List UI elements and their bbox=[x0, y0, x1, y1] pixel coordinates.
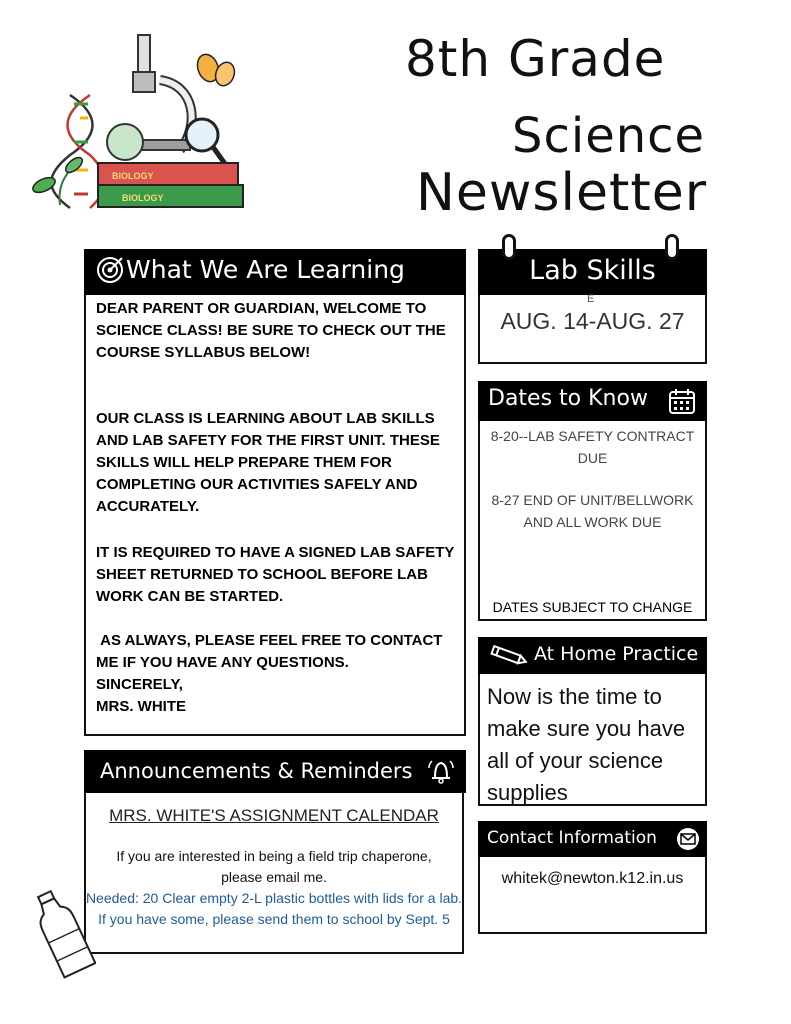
contact-heading: Contact Information bbox=[487, 828, 657, 848]
closing-sincerely: SINCERELY, bbox=[96, 676, 183, 693]
target-icon bbox=[96, 256, 124, 284]
dates-note: DATES SUBJECT TO CHANGE bbox=[492, 599, 693, 615]
title-line-2: Science bbox=[512, 108, 706, 164]
title-line-1: 8th Grade bbox=[405, 30, 666, 88]
lab-skills-stray-char: E bbox=[587, 293, 595, 305]
closing-contact-line: AS ALWAYS, PLEASE FEEL FREE TO CONTACT ME IF YOU HAVE ANY QUESTIONS. bbox=[96, 632, 447, 671]
pencil-icon bbox=[486, 643, 528, 667]
plastic-bottle-icon bbox=[30, 886, 96, 982]
home-practice-header bbox=[478, 637, 707, 674]
butterfly-icon bbox=[194, 51, 238, 88]
learning-paragraph-closing bbox=[96, 630, 456, 718]
learning-paragraph-unit: OUR CLASS IS LEARNING ABOUT LAB SKILLS AND LAB SAFETY FOR THE FIRST UNIT. THESE SKILLS WILL HELP PREPARE THEM FOR COMPLETING OUR ACTIVITIES SAFELY AND ACCURATELY. bbox=[96, 410, 440, 515]
announcements-header bbox=[84, 750, 466, 793]
date-item: 8-20--LAB SAFETY CONTRACT DUE bbox=[490, 428, 695, 466]
closing-signature: MRS. WHITE bbox=[96, 698, 186, 715]
contact-header bbox=[478, 821, 707, 857]
date-item: 8-27 END OF UNIT/BELLWORK AND ALL WORK DUE bbox=[491, 492, 694, 530]
home-practice-heading: At Home Practice bbox=[534, 643, 699, 665]
learning-paragraph-greeting: DEAR PARENT OR GUARDIAN, WELCOME TO SCIENCE CLASS! BE SURE TO CHECK OUT THE COURSE SYLLABUS BELOW! bbox=[96, 300, 446, 361]
binder-ring-icon bbox=[665, 234, 679, 260]
lab-skills-dates: AUG. 14-AUG. 27 bbox=[500, 308, 685, 334]
cell-icon bbox=[107, 124, 143, 160]
title-line-3: Newsletter bbox=[416, 163, 708, 223]
chaperone-notice: If you are interested in being a field trip chaperone, please email me. bbox=[116, 848, 432, 885]
book-top-label: BIOLOGY bbox=[112, 171, 154, 181]
learning-paragraph-safety: IT IS REQUIRED TO HAVE A SIGNED LAB SAFETY SHEET RETURNED TO SCHOOL BEFORE LAB WORK CAN BE STARTED. bbox=[96, 544, 455, 605]
science-illustration bbox=[30, 30, 245, 212]
contact-email-link[interactable]: whitek@newton.k12.in.us bbox=[501, 870, 684, 887]
bottles-needed-notice: Needed: 20 Clear empty 2-L plastic bottles with lids for a lab. If you have some, please send them to school by Sept. 5 bbox=[85, 890, 463, 927]
learning-header bbox=[84, 249, 466, 295]
magnifier-icon bbox=[186, 119, 228, 168]
dates-header bbox=[478, 381, 707, 421]
learning-heading: What We Are Learning bbox=[126, 255, 405, 284]
lab-skills-heading: Lab Skills bbox=[529, 255, 656, 286]
envelope-icon bbox=[676, 827, 700, 851]
announcements-heading: Announcements & Reminders bbox=[100, 759, 413, 783]
calendar-icon bbox=[668, 387, 696, 415]
binder-ring-icon bbox=[502, 234, 516, 260]
assignment-calendar-link[interactable]: MRS. WHITE'S ASSIGNMENT CALENDAR bbox=[109, 806, 439, 825]
bell-icon bbox=[425, 756, 457, 788]
contact-panel bbox=[478, 855, 707, 934]
biology-books-icon bbox=[98, 163, 243, 207]
home-practice-text: Now is the time to make sure you have all of your science supplies bbox=[487, 684, 686, 805]
book-bottom-label: BIOLOGY bbox=[122, 193, 164, 203]
dates-heading: Dates to Know bbox=[488, 386, 648, 411]
